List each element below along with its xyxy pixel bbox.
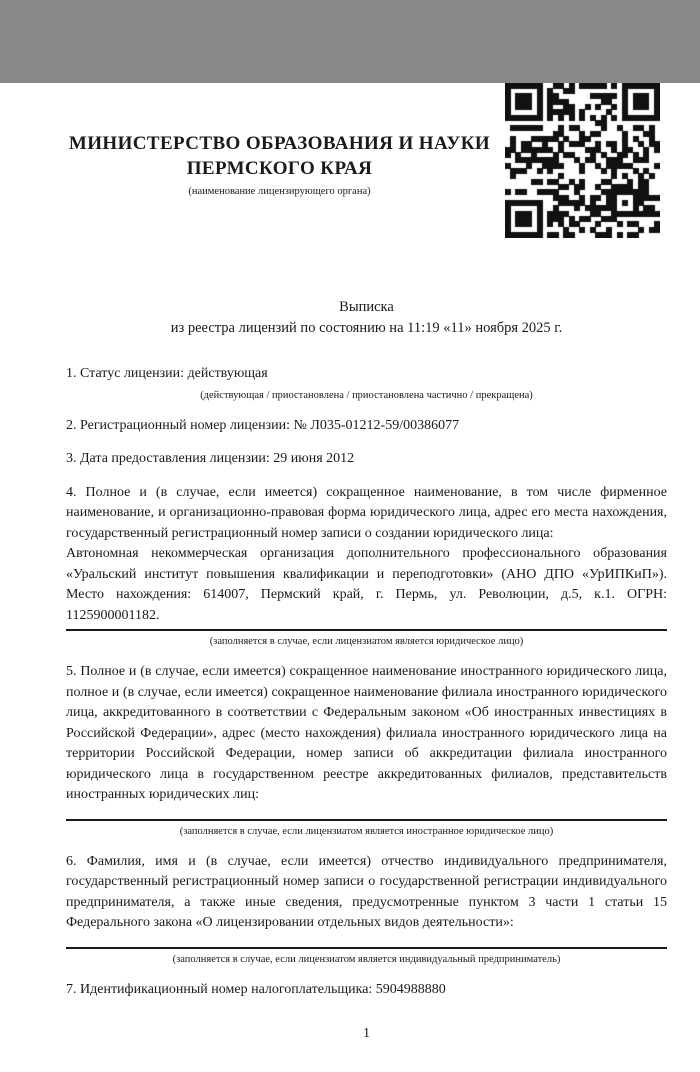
legal-entity-note: (заполняется в случае, если лицензиатом является юридическое лицо) xyxy=(209,636,524,647)
qr-code-icon xyxy=(505,83,660,238)
item-grant-date xyxy=(66,449,667,470)
foreign-entity-note: (заполняется в случае, если лицензиатом является иностранное юридическое лицо) xyxy=(179,825,554,837)
document-title-line2: из реестра лицензий по состоянию на 11:19 «11» ноября 2025 г. xyxy=(170,320,563,336)
item-individual-entrepreneur xyxy=(66,852,667,967)
ministry-name-line2: ПЕРМСКОГО КРАЯ xyxy=(186,158,373,179)
license-extract-page xyxy=(0,83,700,1072)
page-number: 1 xyxy=(363,1026,370,1041)
item-foreign-entity xyxy=(66,662,667,839)
foreign-entity-label: 5. Полное и (в случае, если имеется) сокращенное наименование иностранного юридического лица, полное и (в случае, если имеется) сокращенное наименование филиала иностранного юридического лица, аккредитованного в соответствии с Федеральным законом «Об иностранных инвестициях в Российской Федерации», адрес (место нахождения) филиала иностранного юридического лица на территории Российской Федерации, номер записи об аккредитации филиала иностранного юридического лица в государственном реестре аккредитованных филиалов, представительств иностранных юридических лиц: xyxy=(66,664,667,802)
grant-date-text: 3. Дата предоставления лицензии: 29 июня 2012 xyxy=(66,451,355,466)
license-status-text: 1. Статус лицензии: действующая xyxy=(66,366,268,381)
document-title-line1: Выписка xyxy=(339,299,394,315)
license-status-note: (действующая / приостановлена / приостановлена частично / прекращена) xyxy=(200,389,533,401)
item-registration-number xyxy=(66,416,667,437)
legal-entity-value: Автономная некоммерческая организация дополнительного профессионального образования «Уральский институт повышения квалификации и переподготовки» (АНО ДПО «УрИПКиП»). Место нахождения: 614007, Пермский край, г. Пермь, ул. Революции, д.5, к.1. ОГРН: 1125900001182. xyxy=(66,546,667,623)
ministry-name xyxy=(66,131,493,181)
ministry-caption: (наименование лицензирующего органа) xyxy=(188,186,371,197)
taxpayer-number-text: 7. Идентификационный номер налогоплательщика: 5904988880 xyxy=(66,981,446,997)
legal-entity-label: 4. Полное и (в случае, если имеется) сокращенное наименование, в том числе фирменное наименование, и организационно-правовая форма юридического лица, адрес его места нахождения, государственный регистрационный номер записи о создании юридического лица: xyxy=(66,484,667,541)
foreign-entity-blank-line xyxy=(66,806,667,821)
item-taxpayer-number xyxy=(66,980,667,1001)
document-header xyxy=(66,83,667,238)
ministry-name-line1: МИНИСТЕРСТВО ОБРАЗОВАНИЯ И НАУКИ xyxy=(68,133,491,154)
registration-number-text: 2. Регистрационный номер лицензии: № Л035-01212-59/00386077 xyxy=(66,417,460,433)
individual-entrepreneur-label: 6. Фамилия, имя и (в случае, если имеется) отчество индивидуального предпринимателя, государственный регистрационный номер записи о государственной регистрации индивидуального предпринимателя, а также иные сведения, предусмотренные пунктом 3 части 1 статьи 15 Федерального закона «О лицензировании отдельных видов деятельности»: xyxy=(66,853,667,930)
item-legal-entity xyxy=(66,483,667,650)
licensing-authority-block xyxy=(66,83,493,199)
items-list xyxy=(66,364,667,1000)
individual-entrepreneur-blank-line xyxy=(66,934,667,949)
document-title xyxy=(66,297,667,339)
individual-entrepreneur-note: (заполняется в случае, если лицензиатом является индивидуальный предприниматель) xyxy=(172,953,561,965)
legal-entity-underline xyxy=(66,629,667,631)
item-license-status xyxy=(66,364,667,403)
